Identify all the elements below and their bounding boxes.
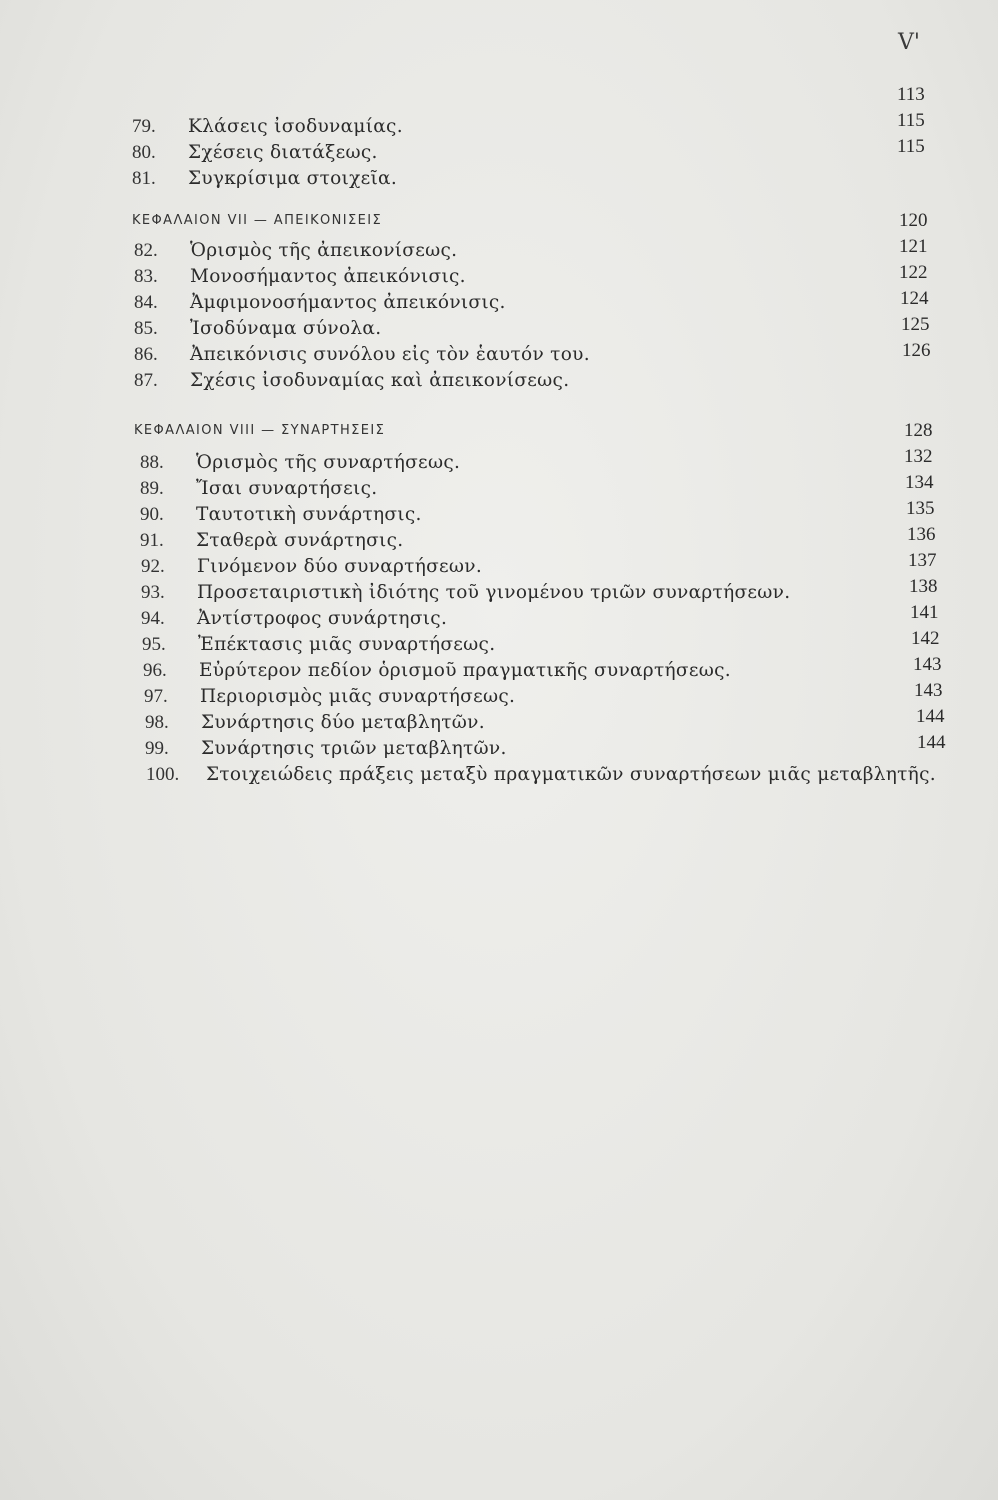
entry-title: Συγκρίσιμα στοιχεῖα. [188,168,398,189]
entry-page: 125 [901,314,930,335]
entry-title: Ἀντίστροφος συνάρτησις. [197,608,448,629]
entry-number: 83. [134,266,158,287]
entry-title: Συνάρτησις δύο μεταβλητῶν. [201,712,485,733]
page-marker: V' [898,30,920,55]
entry-title: Σταθερὰ συνάρτησις. [196,530,404,551]
entry-title: Προσεταιριστικὴ ἰδιότης τοῦ γινομένου τριῶν συναρτήσεων. [197,582,791,603]
chapter-heading-8: ΚΕΦΑΛΑΙΟΝ VIII — ΣΥΝΑΡΤΗΣΕΙΣ [134,423,386,438]
entry-number: 81. [132,168,156,189]
entry-page: 144 [916,706,945,727]
entry-number: 79. [132,116,156,137]
entry-page: 143 [914,680,943,701]
entry-page: 132 [904,446,933,467]
entry-page: 115 [897,136,925,157]
entry-number: 88. [140,452,164,473]
entry-number: 90. [140,504,164,525]
entry-page: 122 [899,262,928,283]
entry-number: 95. [142,634,166,655]
entry-number: 100. [146,764,180,785]
entry-title: Ἴσαι συναρτήσεις. [196,478,378,499]
entry-title: Ἀπεικόνισις συνόλου εἰς τὸν ἑαυτόν του. [190,344,590,365]
section-start-page: 113 [897,84,925,105]
entry-page: 135 [906,498,935,519]
entry-page: 115 [897,110,925,131]
entry-number: 82. [134,240,158,261]
entry-title: Ταυτοτικὴ συνάρτησις. [196,504,422,525]
entry-title: Περιορισμὸς μιᾶς συναρτήσεως. [200,686,516,707]
entry-page: 121 [899,236,928,257]
entry-title: Συνάρτησις τριῶν μεταβλητῶν. [201,738,507,759]
entry-number: 85. [134,318,158,339]
entry-number: 91. [140,530,164,551]
chapter-page-7: 120 [899,210,928,231]
chapter-heading-7: ΚΕΦΑΛΑΙΟΝ VII — ΑΠΕΙΚΟΝΙΣΕΙΣ [132,213,383,228]
chapter-page-8: 128 [904,420,933,441]
entry-number: 93. [141,582,165,603]
entry-page: 142 [911,628,940,649]
entry-title: Ὁρισμὸς τῆς ἀπεικονίσεως. [190,240,458,261]
entry-title: Ἀμφιμονοσήμαντος ἀπεικόνισις. [190,292,506,313]
entry-number: 86. [134,344,158,365]
entry-page: 143 [913,654,942,675]
entry-title: Εὐρύτερον πεδίον ὁρισμοῦ πραγματικῆς συναρτήσεως. [199,660,731,681]
entry-title: Κλάσεις ἰσοδυναμίας. [188,116,403,137]
entry-title: Ἰσοδύναμα σύνολα. [190,318,382,339]
entry-page: 134 [905,472,934,493]
entry-number: 80. [132,142,156,163]
entry-page: 138 [909,576,938,597]
entry-page: 124 [900,288,929,309]
entry-page: 141 [910,602,939,623]
entry-title: Ἐπέκτασις μιᾶς συναρτήσεως. [198,634,496,655]
entry-number: 97. [144,686,168,707]
entry-number: 94. [141,608,165,629]
entry-title: Σχέσεις διατάξεως. [188,142,378,163]
entry-title: Γινόμενον δύο συναρτήσεων. [197,556,483,577]
entry-number: 98. [145,712,169,733]
entry-number: 99. [145,738,169,759]
entry-number: 92. [141,556,165,577]
entry-number: 84. [134,292,158,313]
entry-title: Ὁρισμὸς τῆς συναρτήσεως. [196,452,461,473]
entry-number: 96. [143,660,167,681]
entry-page: 136 [907,524,936,545]
entry-title: Στοιχειώδεις πράξεις μεταξὺ πραγματικῶν συναρτήσεων μιᾶς μεταβλητῆς. [206,764,936,785]
entry-title: Σχέσις ἰσοδυναμίας καὶ ἀπεικονίσεως. [190,370,570,391]
entry-page: 144 [917,732,946,753]
entry-title: Μονοσήμαντος ἀπεικόνισις. [190,266,466,287]
entry-number: 87. [134,370,158,391]
entry-number: 89. [140,478,164,499]
entry-page: 126 [902,340,931,361]
entry-page: 137 [908,550,937,571]
